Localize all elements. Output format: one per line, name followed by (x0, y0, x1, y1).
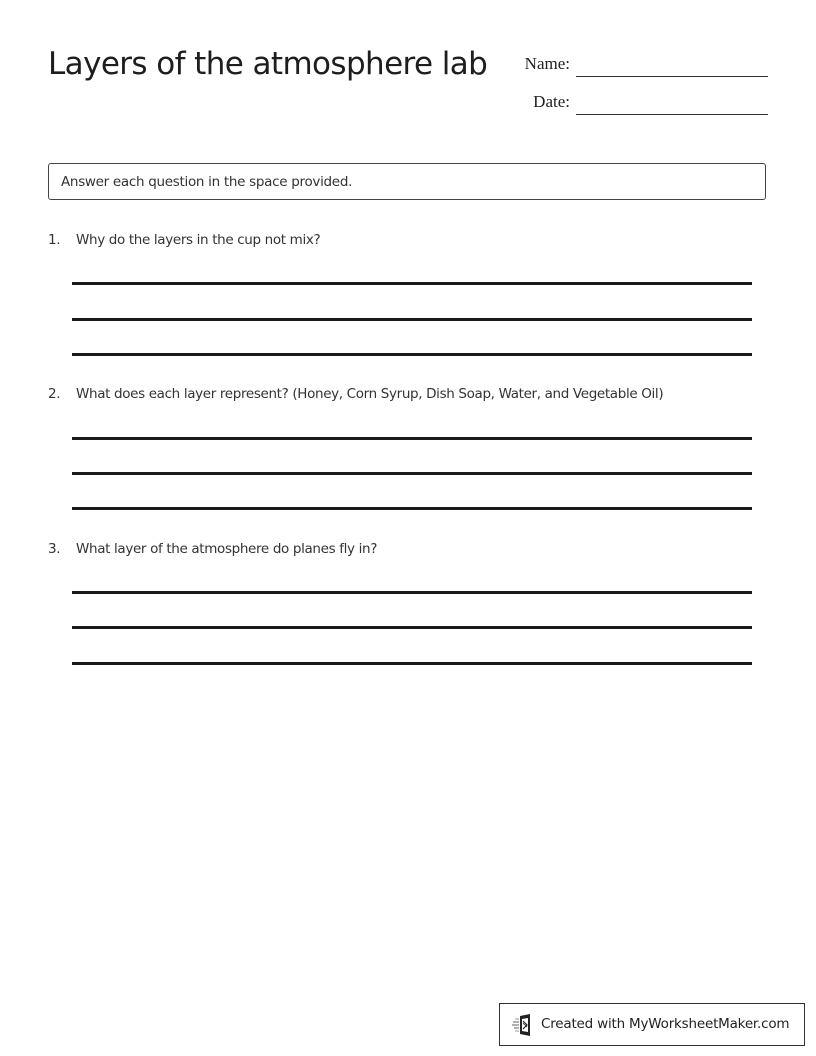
answer-line[interactable] (72, 662, 752, 665)
answer-line[interactable] (72, 591, 752, 594)
page-title: Layers of the atmosphere lab (48, 46, 488, 82)
question-text: Why do the layers in the cup not mix? (76, 232, 321, 248)
worksheet-maker-logo-icon (512, 1014, 536, 1036)
question-number: 1. (48, 232, 61, 248)
question-text: What layer of the atmosphere do planes fly in? (76, 541, 378, 557)
answer-line[interactable] (72, 282, 752, 285)
answer-line[interactable] (72, 353, 752, 356)
answer-line[interactable] (72, 507, 752, 510)
question-number: 3. (48, 541, 61, 557)
answer-line[interactable] (72, 626, 752, 629)
answer-line[interactable] (72, 472, 752, 475)
date-field-line[interactable] (576, 114, 768, 115)
name-field-line[interactable] (576, 76, 768, 77)
answer-line[interactable] (72, 437, 752, 440)
date-label: Date: (533, 92, 570, 111)
instructions-box (48, 163, 766, 200)
question-number: 2. (48, 386, 61, 402)
footer-credit-box[interactable] (499, 1003, 805, 1046)
question-text: What does each layer represent? (Honey, Corn Syrup, Dish Soap, Water, and Vegetable Oil) (76, 386, 664, 402)
instructions-text: Answer each question in the space provided. (61, 174, 353, 190)
footer-credit-text: Created with MyWorksheetMaker.com (541, 1016, 790, 1032)
name-label: Name: (524, 54, 570, 73)
answer-line[interactable] (72, 318, 752, 321)
